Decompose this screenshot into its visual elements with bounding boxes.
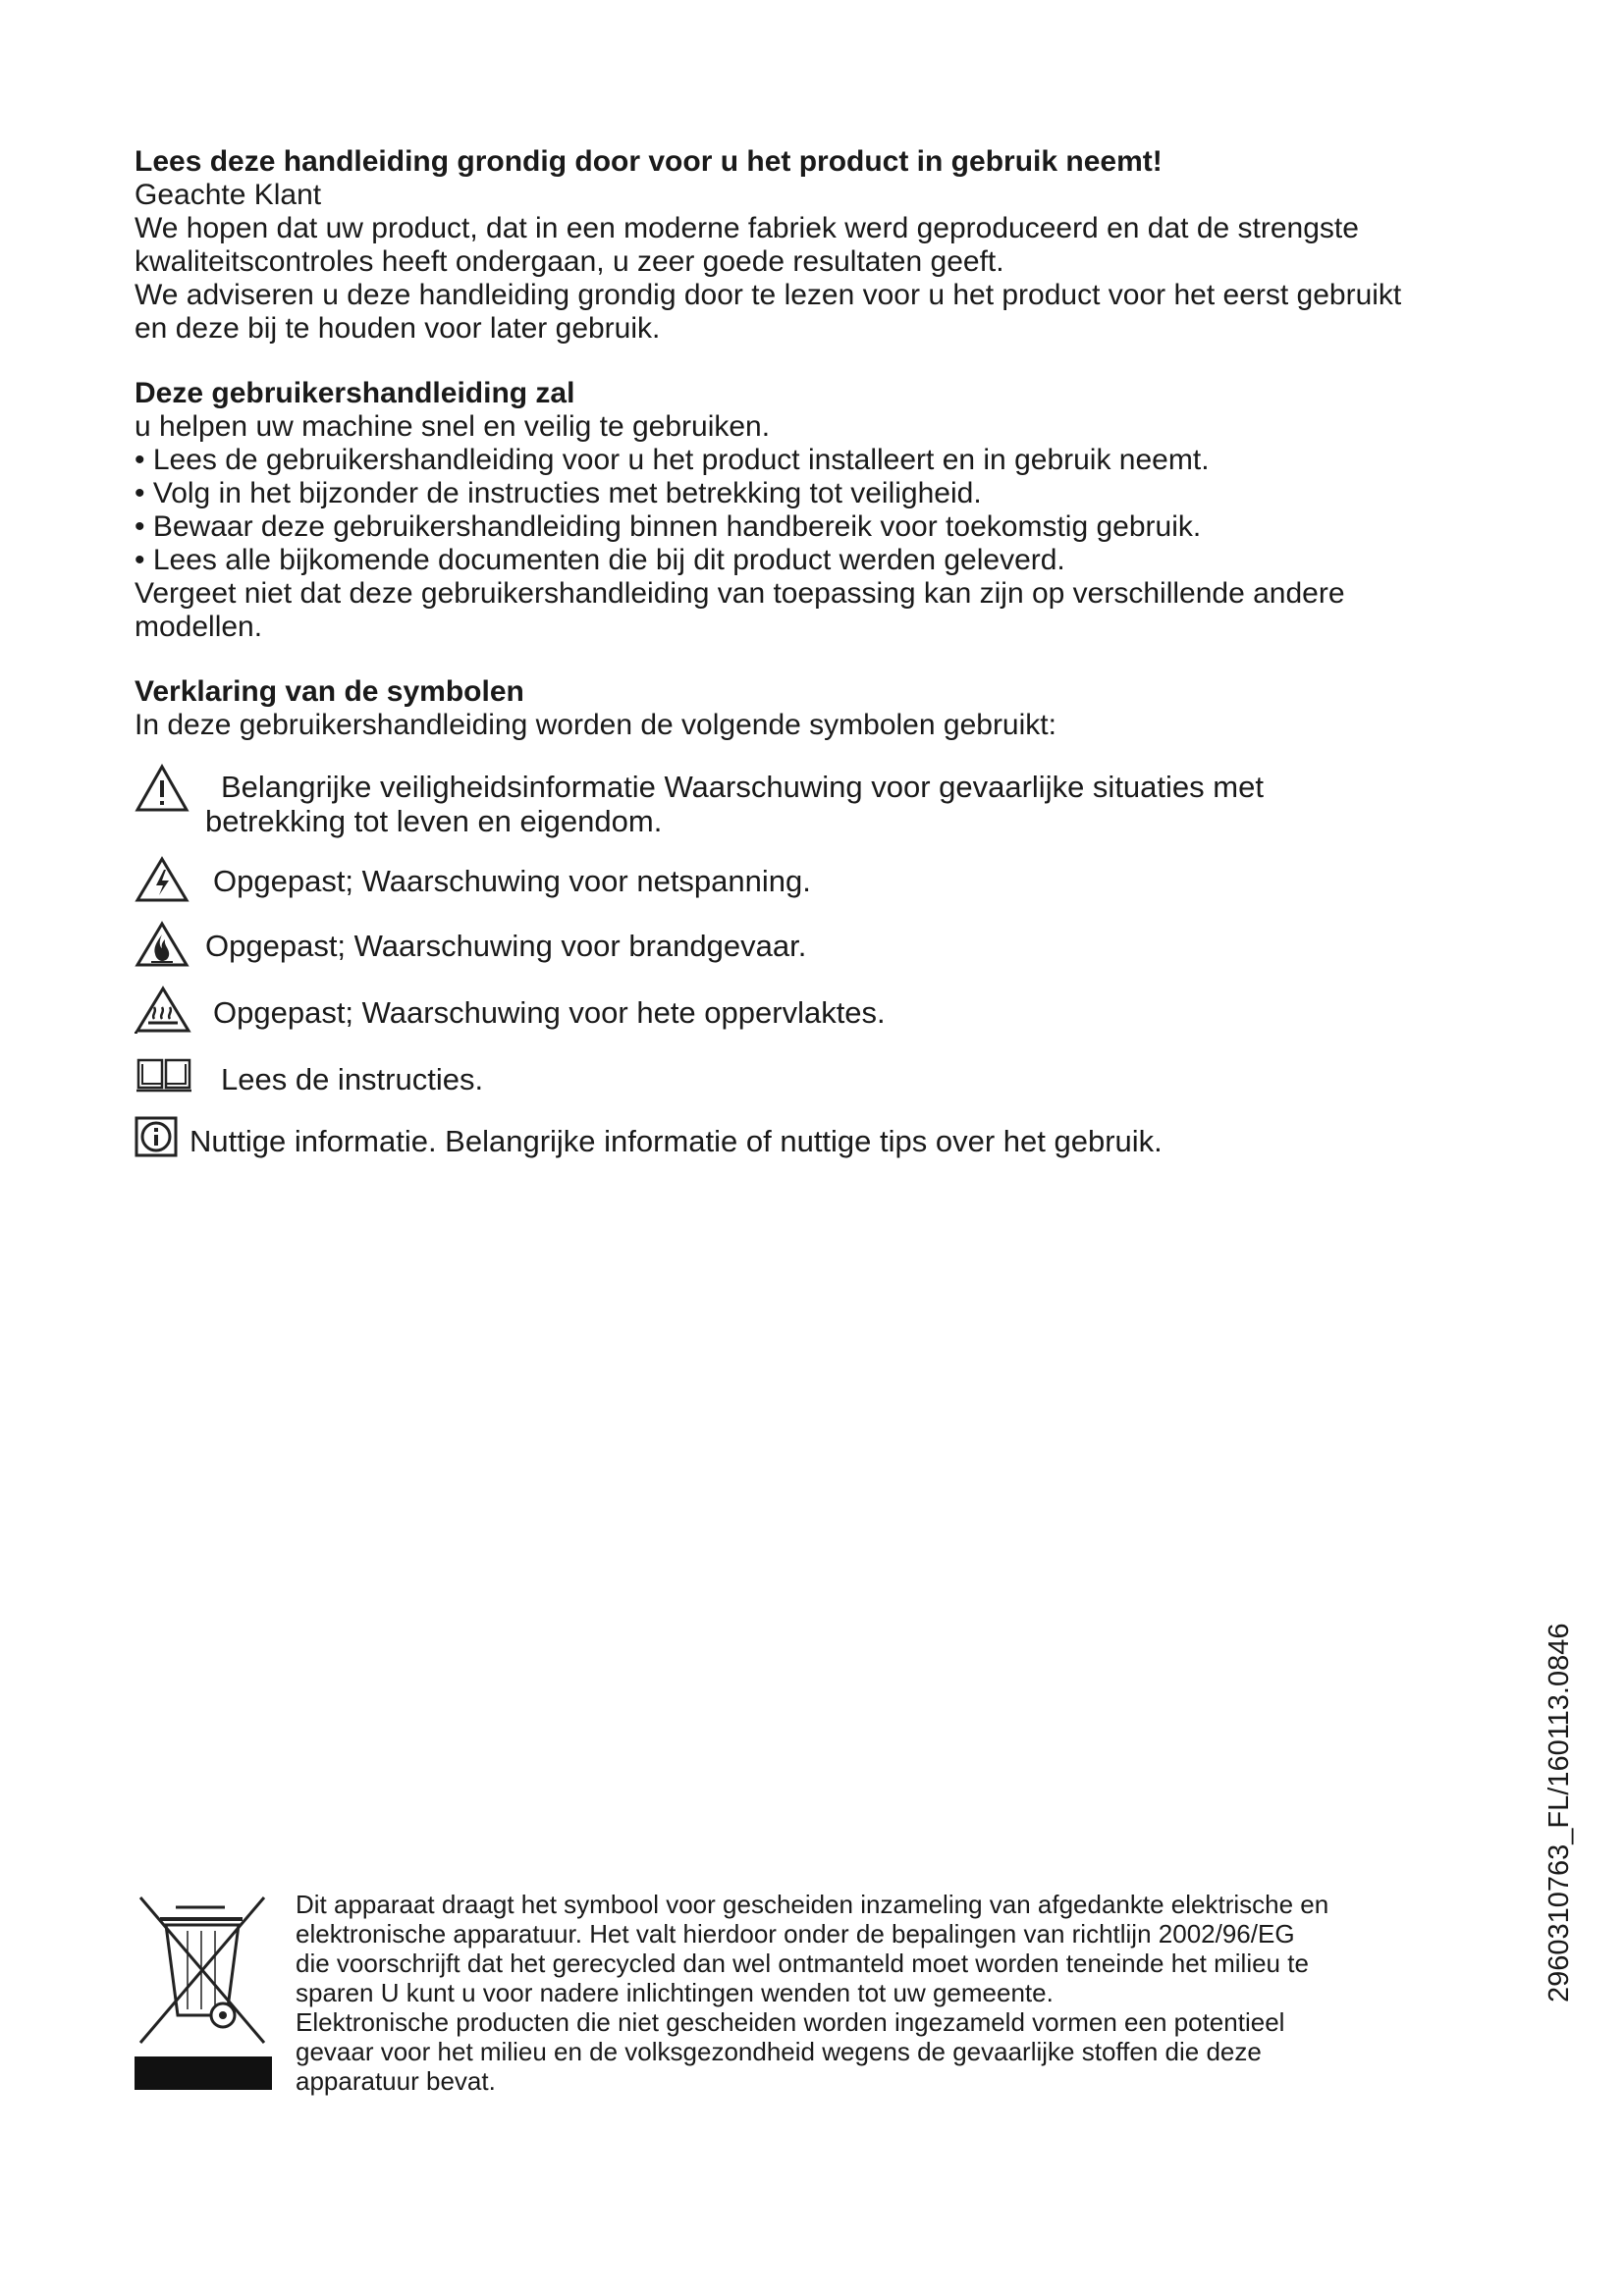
open-book-icon [135,1054,193,1094]
symbol-text: Nuttige informatie. Belangrijke informatie of nuttige tips over het gebruik. [189,1124,1163,1158]
symbol-row-warning [135,764,1499,838]
hot-surface-icon [135,986,191,1035]
weee-text-line: elektronische apparatuur. Het valt hierdoor onder de bepalingen van richtlijn 2002/96/EG [296,1919,1295,1949]
manual-bullet: • Bewaar deze gebruikershandleiding binnen handbereik voor toekomstig gebruik. [135,510,1499,544]
symbol-text: Belangrijke veiligheidsinformatie Waarschuwing voor gevaarlijke situaties met [221,770,1264,804]
symbol-row-fire [135,921,1499,968]
manual-closing: modellen. [135,611,263,643]
intro-line: kwaliteitscontroles heeft ondergaan, u zeer goede resultaten geeft. [135,245,1004,278]
intro-line: We hopen dat uw product, dat in een moderne fabriek werd geproduceerd en dat de strengste [135,212,1359,244]
intro-line: We adviseren u deze handleiding grondig door te lezen voor u het product voor het eerst gebruikt [135,279,1402,311]
symbol-row-electric [135,856,1499,903]
intro-line: Geachte Klant [135,179,322,211]
symbol-row-hot-surface [135,986,1499,1035]
symbols-heading: Verklaring van de symbolen [135,675,524,708]
manual-heading: Deze gebruikershandleiding zal [135,377,575,409]
intro-line: en deze bij te houden voor later gebruik. [135,312,661,345]
symbol-text: Opgepast; Waarschuwing voor brandgevaar. [205,929,807,963]
weee-text-line: Elektronische producten die niet gescheiden worden ingezameld vormen een potentieel [296,2007,1285,2037]
manual-closing: Vergeet niet dat deze gebruikershandleiding van toepassing kan zijn op verschillende andere [135,577,1345,610]
manual-bullet: • Lees alle bijkomende documenten die bij dit product werden geleverd. [135,544,1499,577]
document-number: 2960310763_FL/160113.0846 [1543,1623,1575,2002]
fire-hazard-icon [135,921,189,968]
weee-text-line: Dit apparaat draagt het symbool voor gescheiden inzameling van afgedankte elektrische en [296,1890,1329,1919]
symbols-lead: In deze gebruikershandleiding worden de volgende symbolen gebruikt: [135,709,1056,741]
intro-heading: Lees deze handleiding grondig door voor u het product in gebruik neemt! [135,145,1163,178]
manual-bullet: • Volg in het bijzonder de instructies met betrekking tot veiligheid. [135,477,1499,510]
symbol-text: Opgepast; Waarschuwing voor hete oppervlaktes. [213,995,886,1030]
symbol-text: Opgepast; Waarschuwing voor netspanning. [213,864,811,898]
weee-text-line: gevaar voor het milieu en de volksgezondheid wegens de gevaarlijke stoffen die deze [296,2037,1262,2066]
electric-shock-icon [135,856,189,903]
warning-triangle-icon [135,764,189,813]
weee-text-line: apparatuur bevat. [296,2066,496,2096]
section-gap [135,644,1499,675]
weee-text-line: die voorschrijft dat het gerecycled dan wel ontmanteld moet worden teneinde het milieu te [296,1949,1309,1978]
main-content [135,145,1499,1159]
symbol-row-read [135,1054,1499,1096]
weee-text-line: sparen U kunt u voor nadere inlichtingen wenden tot uw gemeente. [296,1978,1054,2007]
symbol-row-info [135,1116,1499,1159]
symbol-text: Lees de instructies. [221,1062,484,1096]
crossed-out-wheelie-bin-icon [135,1890,272,2096]
section-gap [135,346,1499,377]
info-icon [135,1116,178,1159]
manual-lead: u helpen uw machine snel en veilig te gebruiken. [135,410,771,443]
manual-bullet: • Lees de gebruikershandleiding voor u het product installeert en in gebruik neemt. [135,444,1499,477]
symbol-text: betrekking tot leven en eigendom. [205,804,663,838]
